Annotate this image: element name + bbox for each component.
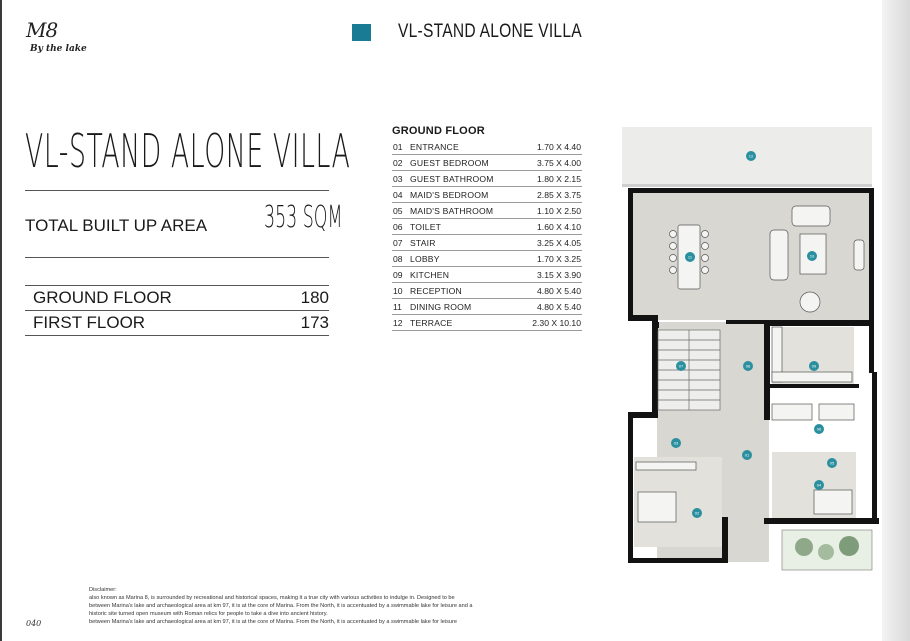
room-name: MAID'S BEDROOM	[410, 190, 489, 200]
room-number: 05	[393, 206, 403, 216]
room-row	[392, 235, 582, 251]
page-number: 040	[26, 619, 42, 628]
room-row	[392, 267, 582, 283]
room-row	[392, 203, 582, 219]
floor-area-row	[33, 288, 329, 312]
room-marker-label: 05	[829, 460, 835, 466]
garden-planter	[782, 530, 872, 570]
room-number: 06	[393, 222, 403, 232]
total-area-value: 353 SQM	[264, 200, 343, 235]
room-dimensions: 3.25 X 4.05	[537, 238, 581, 248]
room-number: 03	[393, 174, 403, 184]
room-row	[392, 139, 582, 155]
disclaimer-line: also known as Marina 8, is surrounded by recreational and historical spaces, making it a true city with various activities to indulge in. Designed to be	[89, 595, 455, 601]
room-number: 09	[393, 270, 403, 280]
divider	[25, 257, 329, 258]
room-row	[392, 315, 582, 331]
room-marker-label: 07	[678, 363, 684, 369]
room-dimensions: 2.30 X 10.10	[532, 318, 581, 328]
disclaimer-line: between Marina's lake and archaeological area at km 97, it is at the core of Marina. From the North, it is accentuated by a swimmable lake for leisure	[89, 619, 457, 625]
room-schedule-table	[392, 125, 582, 331]
total-area-label: TOTAL BUILT UP AREA	[25, 216, 208, 235]
brand-logo	[26, 18, 87, 58]
disclaimer-line: Disclaimer:	[89, 587, 117, 593]
room-name: KITCHEN	[410, 270, 450, 280]
room-row	[392, 299, 582, 315]
logo-tagline: By the lake	[30, 44, 87, 54]
room-number: 12	[393, 318, 403, 328]
page-edge-line	[0, 0, 2, 641]
room-row	[392, 219, 582, 235]
room-name: TERRACE	[410, 318, 453, 328]
room-schedule-heading: GROUND FLOOR	[392, 125, 485, 137]
room-name: RECEPTION	[410, 286, 462, 296]
room-name: LOBBY	[410, 254, 440, 264]
room-number: 04	[393, 190, 403, 200]
room-marker-label: 10	[809, 253, 815, 259]
room-dimensions: 3.75 X 4.00	[537, 158, 581, 168]
floor-area: 173	[300, 313, 329, 332]
divider	[25, 190, 329, 191]
divider	[25, 335, 329, 336]
room-name: ENTRANCE	[410, 142, 459, 152]
room-name: MAID'S BATHROOM	[410, 206, 494, 216]
room-row	[392, 187, 582, 203]
room-marker-label: 08	[745, 363, 751, 369]
room-marker-label: 09	[811, 363, 817, 369]
disclaimer	[89, 586, 569, 626]
room-dimensions: 4.80 X 5.40	[537, 302, 581, 312]
room-dimensions: 1.80 X 2.15	[537, 174, 581, 184]
room-marker-label: 06	[816, 426, 822, 432]
room-name: GUEST BATHROOM	[410, 174, 494, 184]
floor-area: 180	[300, 288, 329, 307]
room-row	[392, 171, 582, 187]
room-dimensions: 1.70 X 4.40	[537, 142, 581, 152]
room-name: DINING ROOM	[410, 302, 472, 312]
floor-name: FIRST FLOOR	[33, 313, 146, 332]
stair-drawing	[658, 330, 720, 410]
divider	[25, 285, 329, 286]
room-name: GUEST BEDROOM	[410, 158, 489, 168]
reception-dining-floor	[632, 192, 872, 320]
room-marker-label: 12	[748, 153, 754, 159]
villa-title: VL-STAND ALONE VILLA	[25, 124, 351, 178]
room-name: TOILET	[410, 222, 442, 232]
floor-name: GROUND FLOOR	[33, 288, 172, 307]
room-number: 02	[393, 158, 403, 168]
floor-area-row	[33, 313, 329, 337]
room-dimensions: 1.70 X 3.25	[537, 254, 581, 264]
room-dimensions: 3.15 X 3.90	[537, 270, 581, 280]
disclaimer-line: between Marina's lake and archaeological area at km 97, it is at the core of Marina. From the North, it is accentuated by a swimmable lake for leisure and a	[89, 603, 473, 609]
room-dimensions: 2.85 X 3.75	[537, 190, 581, 200]
room-number: 07	[393, 238, 403, 248]
room-dimensions: 1.10 X 2.50	[537, 206, 581, 216]
ground-floor-plan	[614, 122, 882, 577]
room-row	[392, 251, 582, 267]
room-marker-label: 01	[744, 452, 750, 458]
room-row	[392, 155, 582, 171]
header-accent-square	[352, 24, 371, 41]
divider	[25, 310, 329, 311]
room-marker-label: 04	[816, 482, 822, 488]
room-dimensions: 4.80 X 5.40	[537, 286, 581, 296]
room-marker-label: 03	[673, 440, 679, 446]
logo-mark: M8	[26, 18, 58, 42]
room-number: 11	[393, 302, 402, 312]
room-name: STAIR	[410, 238, 436, 248]
terrace-edge	[622, 184, 872, 187]
room-marker-label: 02	[694, 510, 700, 516]
room-number: 08	[393, 254, 403, 264]
room-number: 01	[393, 142, 403, 152]
room-marker-label: 11	[687, 254, 693, 260]
header-title: VL-STAND ALONE VILLA	[398, 21, 582, 42]
disclaimer-line: historic site turned open museum with Roman relics for people to take a dive into ancient history.	[89, 611, 328, 617]
room-row	[392, 283, 582, 299]
room-number: 10	[393, 286, 403, 296]
room-dimensions: 1.60 X 4.10	[537, 222, 581, 232]
page-fold-shadow	[882, 0, 910, 641]
